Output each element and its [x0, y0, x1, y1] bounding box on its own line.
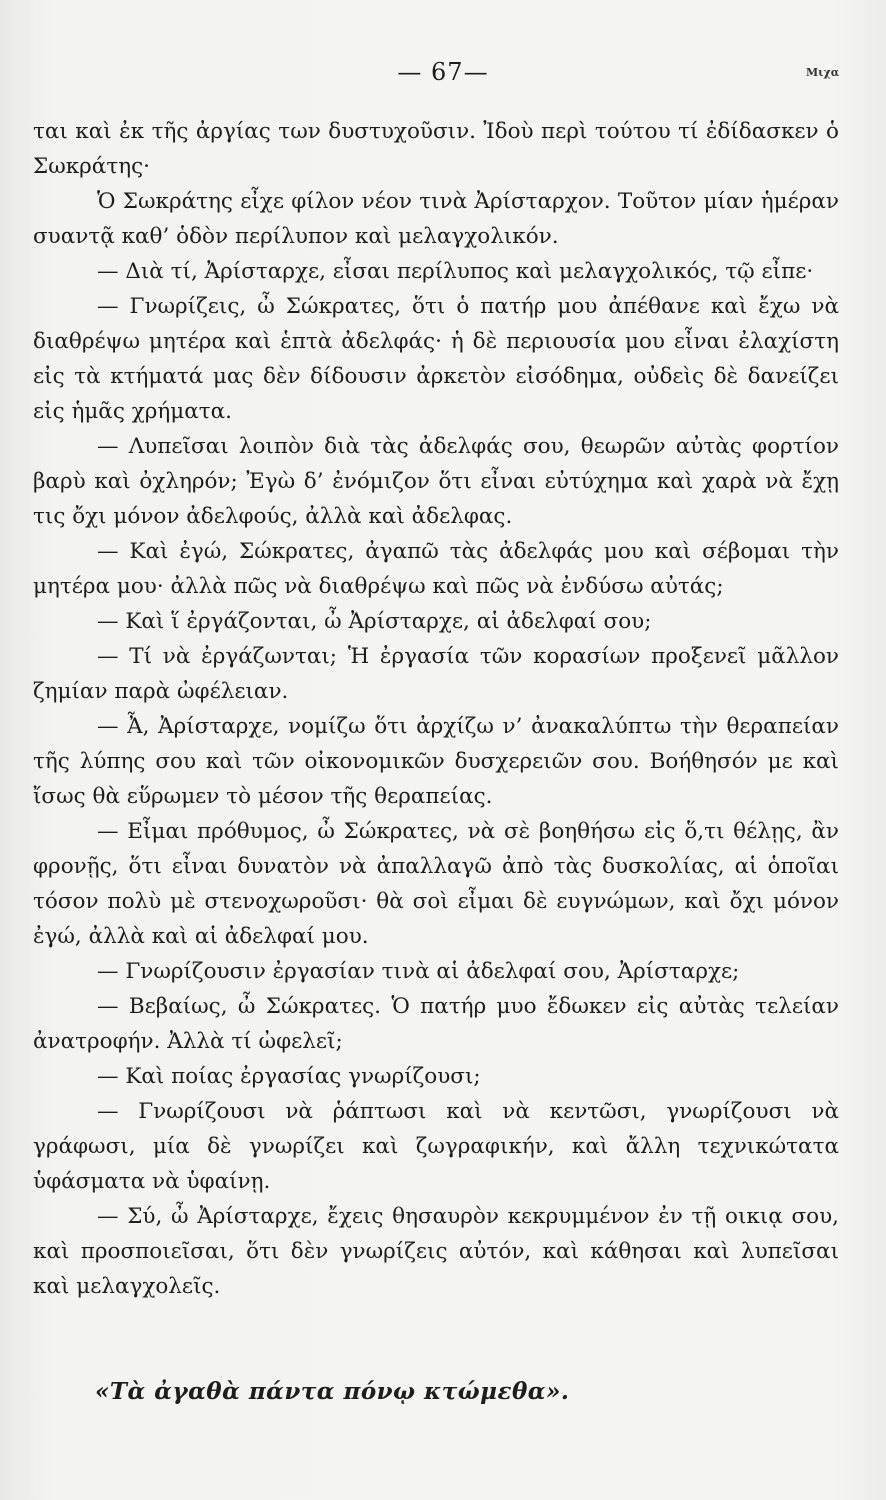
paragraph-narration: Ὁ Σωκράτης εἶχε φίλον νέον τινὰ Ἀρίσταρχον. Τοῦτον μίαν ἡμέραν συαντᾷ καθ’ ὁδὸν περίλυπον καὶ μελαγχολικόν. — [33, 189, 839, 249]
dialog-line: — Γνωρίζουσιν ἐργασίαν τινὰ αἱ ἀδελφαί σου, Ἀρίσταρχε; — [97, 959, 740, 984]
dialog-line: — Καὶ ἵ ἐργάζονται, ὦ Ἀρίσταρχε, αἱ ἀδελφαί σου; — [97, 609, 652, 634]
dialog-line: — Διὰ τί, Ἀρίσταρχε, εἶσαι περίλυπος καὶ μελαγχολικός, τῷ εἶπε· — [97, 259, 814, 284]
page-number: — 67— — [397, 58, 489, 86]
dialog-line: — Ἆ, Ἀρίσταρχε, νομίζω ὅτι ἀρχίζω ν’ ἀνακαλύπτω τὴν θεραπείαν τῆς λύπης σου καὶ τῶν οἰκονομικῶν δυσχερειῶν σου. Βοήθησόν με καὶ ἴσως θὰ εὕρωμεν τὸ μέσον τῆς θεραπείας. — [33, 714, 839, 809]
dialog-line: — Γνωρίζεις, ὦ Σώκρατες, ὅτι ὁ πατήρ μου ἀπέθανε καὶ ἔχω νὰ διαθρέψω μητέρα καὶ ἑπτὰ ἀδελφάς· ἡ δὲ περιουσία μου εἶναι ἐλαχίστη εἰς τὰ κτήματά μας δὲν δίδουσιν ἀρκετὸν εἰσόδημα, οὐδεὶς δὲ δανείζει εἰς ἡμᾶς χρήματα. — [33, 294, 839, 424]
dialog-line: — Σύ, ὦ Ἀρίσταρχε, ἔχεις θησαυρὸν κεκρυμμένον ἐν τῇ οικιᾳ σου, καὶ προσποιεῖσαι, ὅτι δὲν γνωρίζεις αὐτόν, καὶ κάθησαι καὶ λυπεῖσαι καὶ μελαγχολεῖς. — [33, 1204, 839, 1299]
dialog-line: — Λυπεῖσαι λοιπὸν διὰ τὰς ἀδελφάς σου, θεωρῶν αὐτὰς φορτίον βαρὺ καὶ ὀχληρόν; Ἐγὼ δ’ ἐνόμιζον ὅτι εἶναι εὐτύχημα καὶ χαρὰ νὰ ἔχῃ τις ὄχι μόνον ἀδελφούς, ἀλλὰ καὶ ἀδελφας. — [33, 434, 839, 529]
paragraph-continuation: ται καὶ ἐκ τῆς ἀργίας των δυστυχοῦσιν. Ἰδοὺ περὶ τούτου τί ἐδίδασκεν ὁ Σωκράτης· — [33, 119, 839, 179]
dialog-line: — Βεβαίως, ὦ Σώκρατες. Ὁ πατήρ μυο ἔδωκεν εἰς αὐτὰς τελείαν ἀνατροφήν. Ἀλλὰ τί ὠφελεῖ; — [33, 994, 839, 1054]
dialog-line: — Τί νὰ ἐργάζωνται; Ἡ ἐργασία τῶν κορασίων προξενεῖ μᾶλλον ζημίαν παρὰ ὠφέλειαν. — [33, 644, 839, 704]
dialog-line: — Καὶ ποίας ἐργασίας γνωρίζουσι; — [97, 1064, 481, 1089]
closing-motto: «Τὰ ἀγαθὰ πάντα πόνῳ κτώμεθα». — [95, 1378, 570, 1405]
dialog-line: — Γνωρίζουσι νὰ ῥάπτωσι καὶ νὰ κεντῶσι, γνωρίζουσι νὰ γράφωσι, μία δὲ γνωρίζει καὶ ζωγραφικήν, καὶ ἄλλη τεχνικώτατα ὑφάσματα νὰ ὑφαίνῃ. — [33, 1099, 839, 1194]
body-text — [33, 114, 839, 1304]
corner-handwritten-mark: Μιχα — [806, 66, 840, 79]
dialog-line: — Καὶ ἐγώ, Σώκρατες, ἀγαπῶ τὰς ἀδελφάς μου καὶ σέβομαι τὴν μητέρα μου· ἀλλὰ πῶς νὰ διαθρέψω καὶ πῶς νὰ ἐνδύσω αὐτάς; — [33, 539, 839, 599]
dialog-line: — Εἶμαι πρόθυμος, ὦ Σώκρατες, νὰ σὲ βοηθήσω εἰς ὅ,τι θέλῃς, ἂν φρονῇς, ὅτι εἶναι δυνατὸν νὰ ἀπαλλαγῶ ἀπὸ τὰς δυσκολίας, αἱ ὁποῖαι τόσον πολὺ μὲ στενοχωροῦσι· θὰ σοὶ εἶμαι δὲ ευγνώμων, καὶ ὄχι μόνον ἐγώ, ἀλλὰ καὶ αἱ ἀδελφαί μου. — [33, 819, 839, 949]
